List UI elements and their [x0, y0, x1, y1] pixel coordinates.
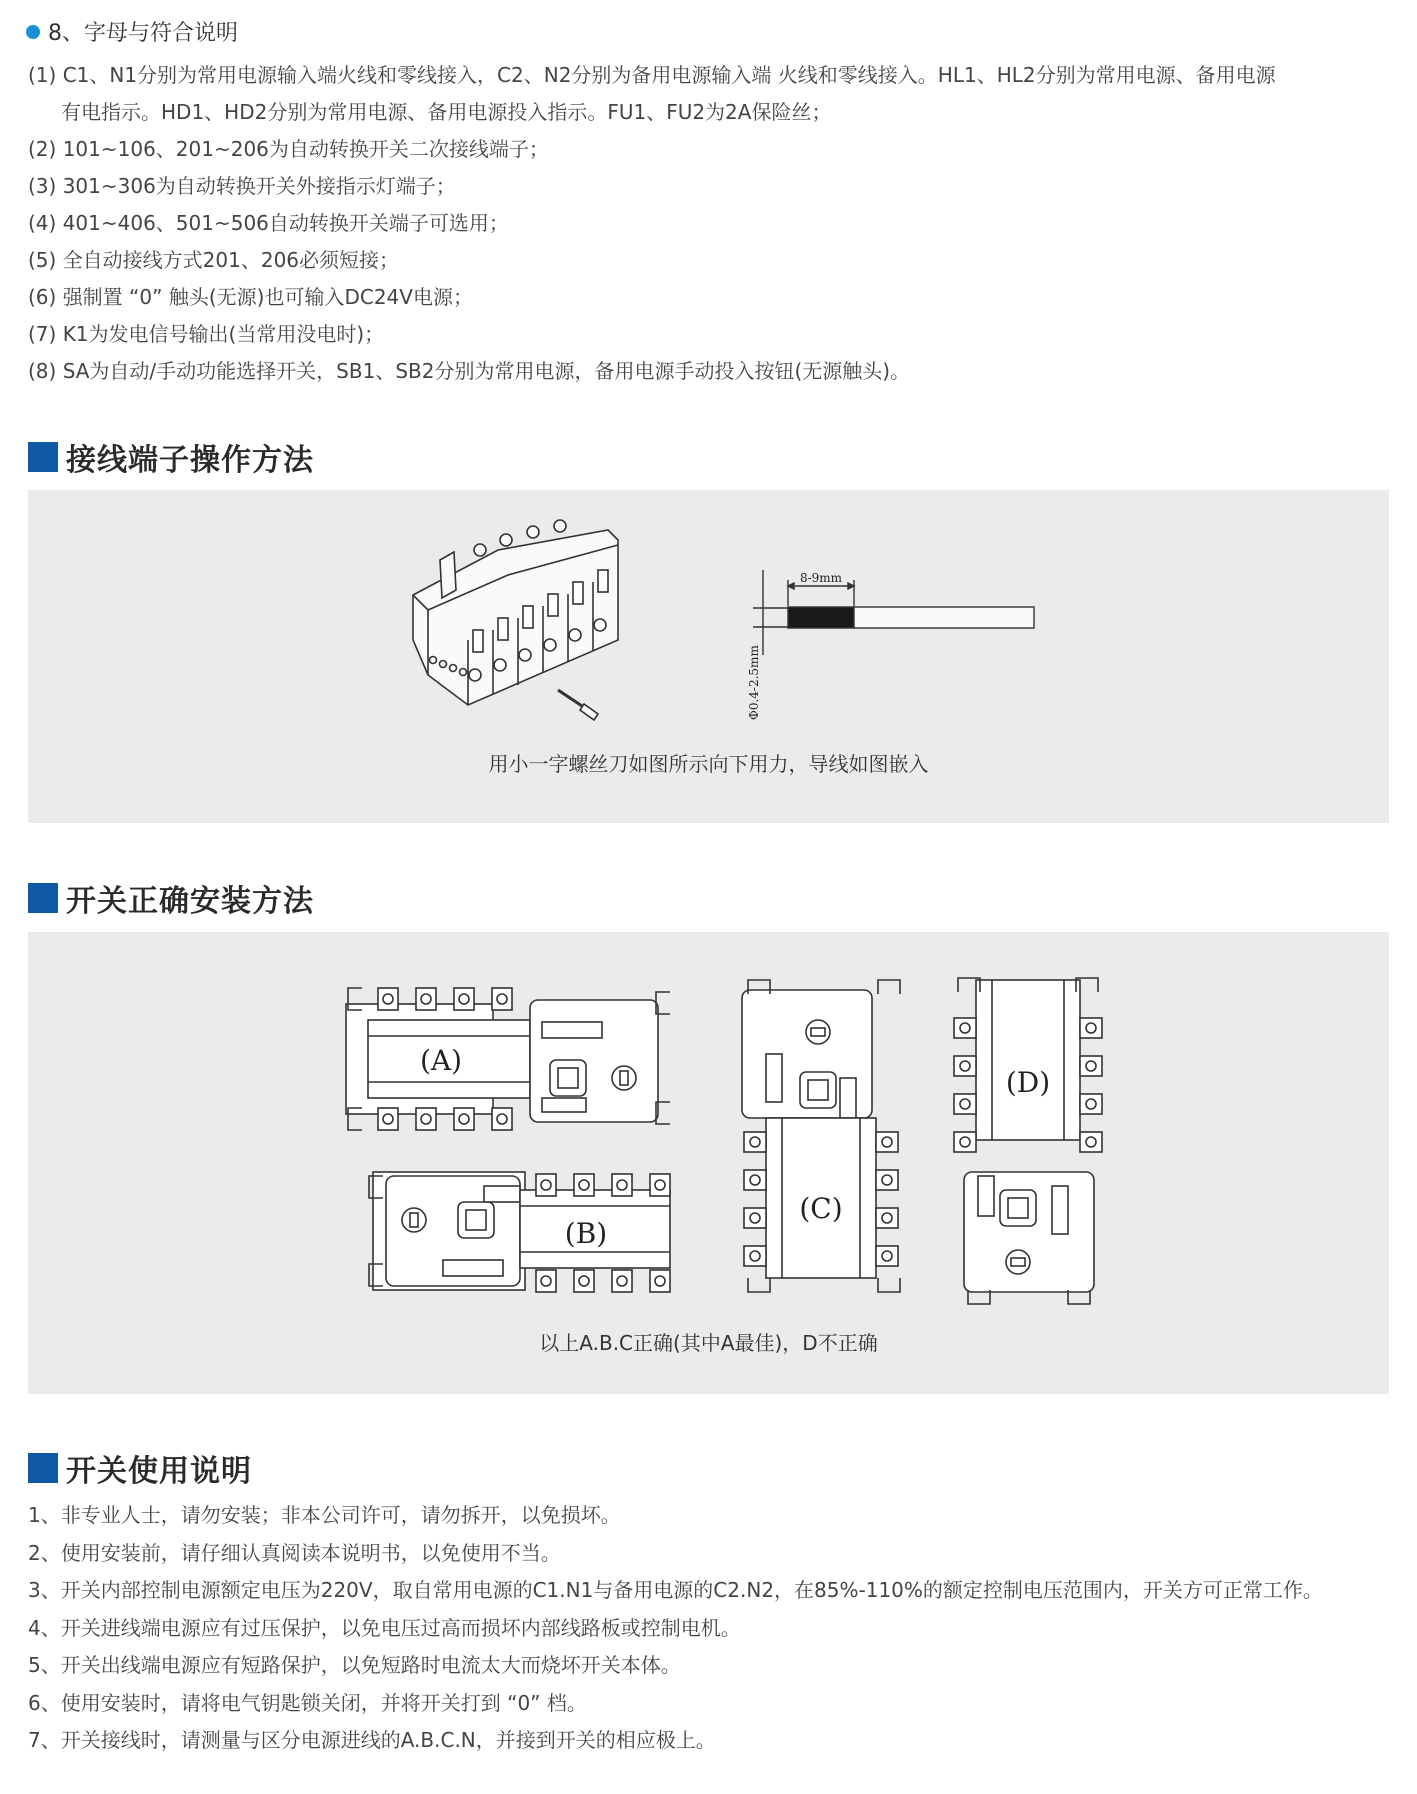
section-8-title — [26, 16, 238, 47]
note-5: (5) 全自动接线方式201、206必须短接； — [28, 248, 400, 272]
label-d: (D) — [1005, 1066, 1051, 1099]
section-8-title-text: 8、字母与符合说明 — [48, 21, 238, 46]
header-square-icon — [28, 883, 58, 913]
terminal-block-icon — [413, 520, 618, 720]
note-7: (7) K1为发电信号输出(当常用没电时)； — [28, 322, 385, 346]
usage-item-1: 1、非专业人士，请勿安装；非本公司许可，请勿拆开，以免损坏。 — [28, 1503, 621, 1527]
note-3: (3) 301~306为自动转换开关外接指示灯端子； — [28, 174, 456, 198]
usage-item-4: 4、开关进线端电源应有过压保护，以免电压过高而损坏内部线路板或控制电机。 — [28, 1615, 741, 1640]
usage-list — [28, 1497, 1408, 1760]
install-section-header — [28, 876, 314, 920]
usage-item-5: 5、开关出线端电源应有短路保护，以免短路时电流太大而烧坏开关本体。 — [28, 1653, 681, 1677]
usage-section-title: 开关使用说明 — [66, 1454, 252, 1489]
note-2: (2) 101~106、201~206为自动转换开关二次接线端子； — [28, 137, 549, 161]
usage-item-7: 7、开关接线时，请测量与区分电源进线的A.B.C.N，并接到开关的相应极上。 — [28, 1728, 716, 1752]
label-c: (C) — [799, 1192, 843, 1225]
note-1: (1) C1、N1分别为常用电源输入端火线和零线接入，C2、N2分别为备用电源输入端 火线和零线接入。HL1、HL2分别为常用电源、备用电源 — [28, 63, 1276, 87]
header-square-icon — [28, 1453, 58, 1483]
note-6: (6) 强制置 “0” 触头(无源)也可输入DC24V电源； — [28, 285, 473, 309]
install-caption: 以上A.B.C正确(其中A最佳)，D不正确 — [539, 1331, 878, 1355]
diagram-b — [369, 1172, 670, 1292]
note-1-cont: 有电指示。HD1、HD2分别为常用电源、备用电源投入指示。FU1、FU2为2A保险丝； — [61, 100, 832, 124]
install-panel — [28, 932, 1389, 1394]
label-b: (B) — [564, 1217, 608, 1250]
wire-strip-diagram — [753, 570, 1034, 655]
note-8: (8) SA为自动/手动功能选择开关，SB1、SB2分别为常用电源，备用电源手动投入按钮(无源触头)。 — [28, 359, 911, 383]
bullet-dot-icon — [26, 25, 40, 39]
header-square-icon — [28, 442, 58, 472]
terminal-panel — [28, 490, 1389, 823]
terminal-section-title: 接线端子操作方法 — [66, 443, 314, 478]
install-section-title: 开关正确安装方法 — [66, 884, 314, 919]
note-4: (4) 401~406、501~506自动转换开关端子可选用； — [28, 211, 509, 235]
terminal-section-header — [28, 435, 314, 479]
terminal-caption: 用小一字螺丝刀如图所示向下用力，导线如图嵌入 — [488, 752, 929, 776]
diagram-a — [346, 988, 670, 1130]
label-a: (A) — [419, 1044, 463, 1077]
notes-list — [28, 57, 1398, 390]
wire-diameter-label: Φ0.4-2.5mm — [747, 645, 761, 720]
install-orientation-diagrams — [28, 932, 1389, 1394]
diagram-d — [954, 978, 1102, 1304]
usage-section-header — [28, 1446, 252, 1490]
usage-item-2: 2、使用安装前，请仔细认真阅读本说明书，以免使用不当。 — [28, 1540, 561, 1565]
strip-length-label: 8-9mm — [799, 571, 843, 585]
diagram-c — [742, 980, 900, 1292]
usage-item-6: 6、使用安装时，请将电气钥匙锁关闭，并将开关打到 “0” 档。 — [28, 1690, 587, 1715]
usage-item-3: 3、开关内部控制电源额定电压为220V，取自常用电源的C1.N1与备用电源的C2.N2，在85%-110%的额定控制电压范围内，开关方可正常工作。 — [28, 1578, 1323, 1602]
